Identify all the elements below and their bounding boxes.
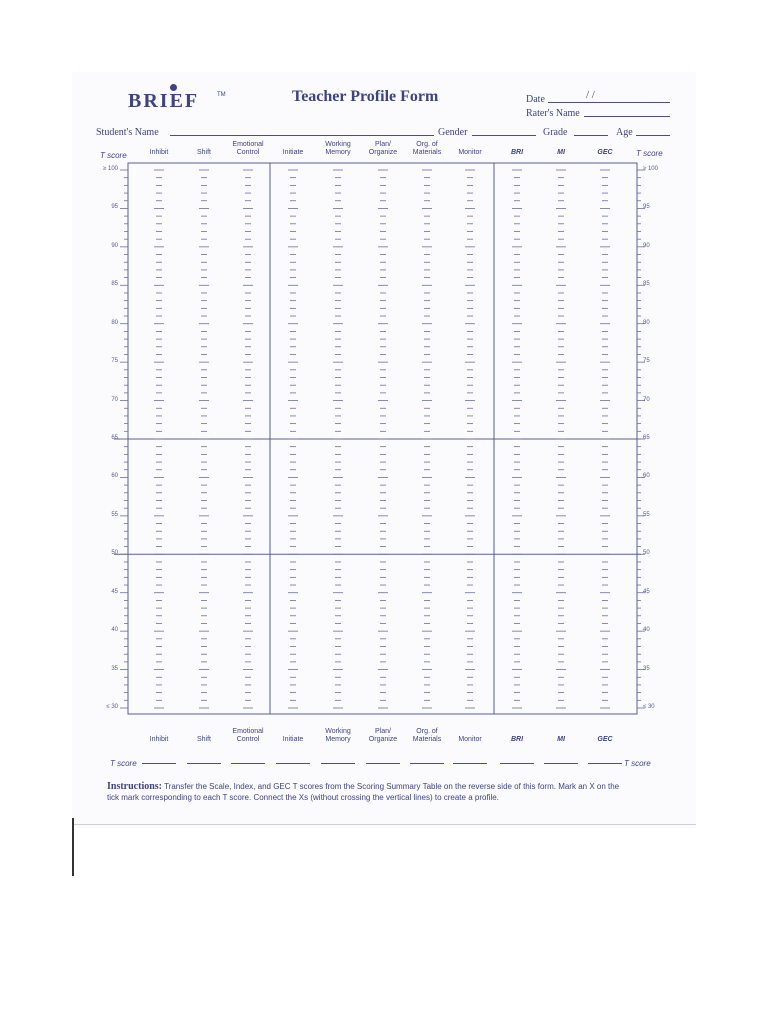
tscore-heading-left: T score (100, 151, 127, 160)
column-header-line-2: Monitor (458, 736, 482, 743)
column-header-line-2: Shift (196, 149, 211, 156)
raters-name-label: Rater's Name (526, 108, 580, 119)
column-header-line-2: Shift (196, 736, 211, 743)
instructions (107, 781, 667, 803)
column-header-line-2: Materials (412, 736, 442, 743)
right-axis-label: 55 (643, 511, 650, 518)
instructions-line-1: Transfer the Scale, Index, and GEC T scores from the Scoring Summary Table on the reverse side of this form. Mark an X on the (164, 782, 620, 791)
left-axis-label: 95 (111, 204, 118, 211)
tscore-heading-right: T score (636, 149, 663, 158)
column-header-line-2: BRI (510, 736, 524, 743)
right-axis-label: 90 (643, 242, 650, 249)
column-header-line-2: Memory (325, 736, 351, 743)
tscore-entry-field[interactable] (142, 763, 176, 764)
tscore-entry-field[interactable] (231, 763, 265, 764)
form-title: Teacher Profile Form (292, 88, 439, 105)
column-header-line-2: GEC (597, 736, 613, 743)
column-header-line-2: BRI (510, 149, 524, 156)
column-header-line-1: Plan/ (375, 728, 391, 735)
tscore-entry-field[interactable] (588, 763, 622, 764)
right-axis-label: 70 (643, 396, 650, 403)
left-axis-label: 40 (111, 627, 118, 634)
left-axis-label: 45 (111, 588, 118, 595)
column-header-line-2: Memory (325, 149, 351, 156)
tscore-entry-field[interactable] (544, 763, 578, 764)
right-axis-label: 80 (643, 319, 650, 326)
column-header-line-2: Initiate (282, 736, 304, 743)
column-header-line-2: Organize (368, 149, 398, 156)
column-header-line-2: Initiate (282, 149, 304, 156)
column-header-line-1: Emotional (232, 141, 264, 148)
instructions-lead: Instructions: (107, 781, 163, 792)
tscore-entry-field[interactable] (321, 763, 355, 764)
left-axis-label: ≤ 30 (106, 704, 118, 710)
tscore-entry-field[interactable] (500, 763, 534, 764)
tscore-row-label-right: T score (624, 759, 651, 768)
column-header-line-2: MI (557, 149, 565, 156)
column-header-line-1: Org. of (416, 141, 438, 148)
tscore-entry-field[interactable] (366, 763, 400, 764)
brief-logo: BRIEF (128, 90, 200, 112)
left-axis-label: 50 (111, 550, 118, 557)
left-axis-label: 90 (111, 242, 118, 249)
right-axis-label: ≤ 30 (643, 704, 655, 710)
gender-label: Gender (438, 127, 468, 138)
column-header-line-1: Working (325, 141, 351, 148)
right-axis-label: 65 (643, 435, 650, 441)
column-header-line-2: GEC (597, 149, 613, 156)
bottom-column-header (579, 728, 631, 744)
left-axis-label: 85 (111, 281, 118, 288)
column-header-line-1: Org. of (416, 728, 438, 735)
date-label: Date (526, 94, 545, 105)
left-axis-label: 55 (111, 511, 118, 518)
column-header-line-1: Working (325, 728, 351, 735)
students-name-label: Student's Name (96, 127, 159, 138)
tscore-entry-field[interactable] (187, 763, 221, 764)
right-axis-label: 85 (643, 281, 650, 288)
left-axis-label: 75 (111, 358, 118, 365)
right-axis-label: 45 (643, 588, 650, 595)
tscore-row-label-left: T score (110, 759, 137, 768)
left-axis-label: ≥ 100 (103, 166, 118, 172)
left-axis-label: 65 (111, 435, 118, 441)
column-header-line-2: Organize (368, 736, 398, 743)
column-header-line-2: Materials (412, 149, 442, 156)
right-axis-label: 35 (643, 665, 650, 672)
column-header-line-2: Control (236, 149, 260, 156)
bottom-column-header (444, 728, 496, 744)
left-axis-label: 35 (111, 665, 118, 672)
grade-label: Grade (543, 127, 568, 138)
age-label: Age (616, 127, 633, 138)
column-header-line-1: Emotional (232, 728, 264, 735)
left-axis-label: 60 (111, 473, 118, 480)
left-axis-label: 70 (111, 396, 118, 403)
column-header-line-2: Monitor (458, 149, 482, 156)
column-header-line-1 (579, 728, 631, 736)
column-header-line-2: Inhibit (149, 149, 169, 156)
column-header-line-1 (444, 728, 496, 736)
column-header-line-2: Inhibit (149, 736, 169, 743)
column-header-line-2: MI (557, 736, 565, 743)
left-axis-label: 80 (111, 319, 118, 326)
right-axis-label: 50 (643, 550, 650, 557)
tscore-entry-field[interactable] (453, 763, 487, 764)
right-axis-label: 75 (643, 358, 650, 365)
right-axis-label: 40 (643, 627, 650, 634)
tscore-entry-field[interactable] (276, 763, 310, 764)
date-slashes: / / (586, 89, 595, 101)
right-axis-label: 60 (643, 473, 650, 480)
instructions-line-2: tick mark corresponding to each T score. Connect the Xs (without crossing the vertical lines) to create a profile. (107, 793, 499, 802)
column-header-line-1: Plan/ (375, 141, 391, 148)
logo-trademark: TM (217, 92, 226, 98)
tscore-entry-field[interactable] (410, 763, 444, 764)
right-axis-label: 95 (643, 204, 650, 211)
column-header-line-2: Control (236, 736, 260, 743)
right-axis-label: ≥ 100 (643, 166, 658, 172)
